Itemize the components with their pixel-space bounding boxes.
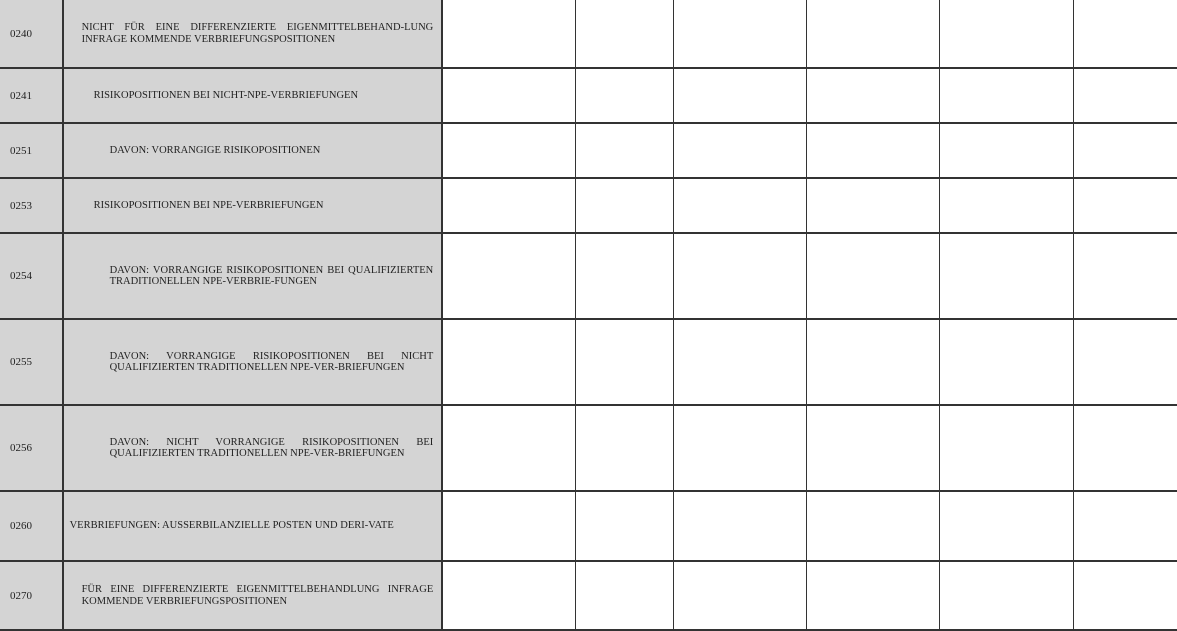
row-label: RISIKOPOSITIONEN BEI NPE-VERBRIEFUNGEN (63, 178, 443, 233)
table-row (0, 233, 1177, 319)
row-code: 0254 (0, 233, 63, 319)
row-label: DAVON: VORRANGIGE RISIKOPOSITIONEN BEI QUALIFIZIERTEN TRADITIONELLEN NPE-VERBRIE-FUNGEN (63, 233, 443, 319)
data-cell[interactable] (940, 178, 1073, 233)
data-cell[interactable] (1073, 491, 1177, 561)
data-cell[interactable] (442, 68, 575, 123)
data-cell[interactable] (673, 319, 806, 405)
data-cell[interactable] (576, 319, 673, 405)
row-code: 0270 (0, 561, 63, 630)
row-label: DAVON: VORRANGIGE RISIKOPOSITIONEN (63, 123, 443, 178)
row-code: 0251 (0, 123, 63, 178)
data-cell[interactable] (576, 405, 673, 491)
data-cell[interactable] (576, 123, 673, 178)
data-cell[interactable] (673, 0, 806, 68)
data-cell[interactable] (807, 233, 940, 319)
data-cell[interactable] (442, 319, 575, 405)
data-cell[interactable] (576, 491, 673, 561)
data-cell[interactable] (442, 233, 575, 319)
data-cell[interactable] (673, 123, 806, 178)
data-cell[interactable] (1073, 561, 1177, 630)
data-cell[interactable] (673, 491, 806, 561)
data-cell[interactable] (442, 561, 575, 630)
data-cell[interactable] (940, 0, 1073, 68)
table-row (0, 561, 1177, 630)
data-cell[interactable] (807, 0, 940, 68)
table-row (0, 0, 1177, 68)
data-cell[interactable] (940, 561, 1073, 630)
data-cell[interactable] (576, 561, 673, 630)
row-code: 0241 (0, 68, 63, 123)
data-cell[interactable] (807, 319, 940, 405)
data-cell[interactable] (1073, 178, 1177, 233)
data-cell[interactable] (576, 178, 673, 233)
row-label: NICHT FÜR EINE DIFFERENZIERTE EIGENMITTELBEHAND-LUNG INFRAGE KOMMENDE VERBRIEFUNGSPOSITIONEN (63, 0, 443, 68)
data-cell[interactable] (940, 319, 1073, 405)
row-label: FÜR EINE DIFFERENZIERTE EIGENMITTELBEHANDLUNG INFRAGE KOMMENDE VERBRIEFUNGSPOSITIONEN (63, 561, 443, 630)
table-row (0, 405, 1177, 491)
table-row (0, 319, 1177, 405)
table-row (0, 178, 1177, 233)
data-cell[interactable] (940, 491, 1073, 561)
row-code: 0255 (0, 319, 63, 405)
data-cell[interactable] (807, 491, 940, 561)
row-code: 0256 (0, 405, 63, 491)
data-cell[interactable] (1073, 319, 1177, 405)
data-cell[interactable] (673, 561, 806, 630)
row-label: DAVON: NICHT VORRANGIGE RISIKOPOSITIONEN BEI QUALIFIZIERTEN TRADITIONELLEN NPE-VER-BRIEFUNGEN (63, 405, 443, 491)
data-cell[interactable] (1073, 233, 1177, 319)
data-cell[interactable] (940, 233, 1073, 319)
table-row (0, 123, 1177, 178)
row-code: 0260 (0, 491, 63, 561)
data-cell[interactable] (807, 405, 940, 491)
data-cell[interactable] (807, 561, 940, 630)
data-cell[interactable] (940, 123, 1073, 178)
data-cell[interactable] (807, 68, 940, 123)
data-cell[interactable] (673, 233, 806, 319)
row-label: VERBRIEFUNGEN: AUSSERBILANZIELLE POSTEN UND DERI-VATE (63, 491, 443, 561)
data-cell[interactable] (1073, 68, 1177, 123)
data-cell[interactable] (673, 405, 806, 491)
data-cell[interactable] (576, 233, 673, 319)
data-cell[interactable] (1073, 123, 1177, 178)
data-cell[interactable] (673, 68, 806, 123)
data-cell[interactable] (576, 0, 673, 68)
data-cell[interactable] (1073, 0, 1177, 68)
data-cell[interactable] (442, 123, 575, 178)
data-cell[interactable] (940, 68, 1073, 123)
data-cell[interactable] (442, 0, 575, 68)
row-code: 0253 (0, 178, 63, 233)
data-cell[interactable] (1073, 405, 1177, 491)
data-cell[interactable] (807, 123, 940, 178)
data-cell[interactable] (442, 178, 575, 233)
table-row (0, 491, 1177, 561)
data-cell[interactable] (576, 68, 673, 123)
row-label: RISIKOPOSITIONEN BEI NICHT-NPE-VERBRIEFUNGEN (63, 68, 443, 123)
data-cell[interactable] (940, 405, 1073, 491)
data-cell[interactable] (442, 491, 575, 561)
data-cell[interactable] (673, 178, 806, 233)
data-cell[interactable] (807, 178, 940, 233)
table-row (0, 68, 1177, 123)
data-cell[interactable] (442, 405, 575, 491)
row-label: DAVON: VORRANGIGE RISIKOPOSITIONEN BEI NICHT QUALIFIZIERTEN TRADITIONELLEN NPE-VER-BRIEFUNGEN (63, 319, 443, 405)
row-code: 0240 (0, 0, 63, 68)
